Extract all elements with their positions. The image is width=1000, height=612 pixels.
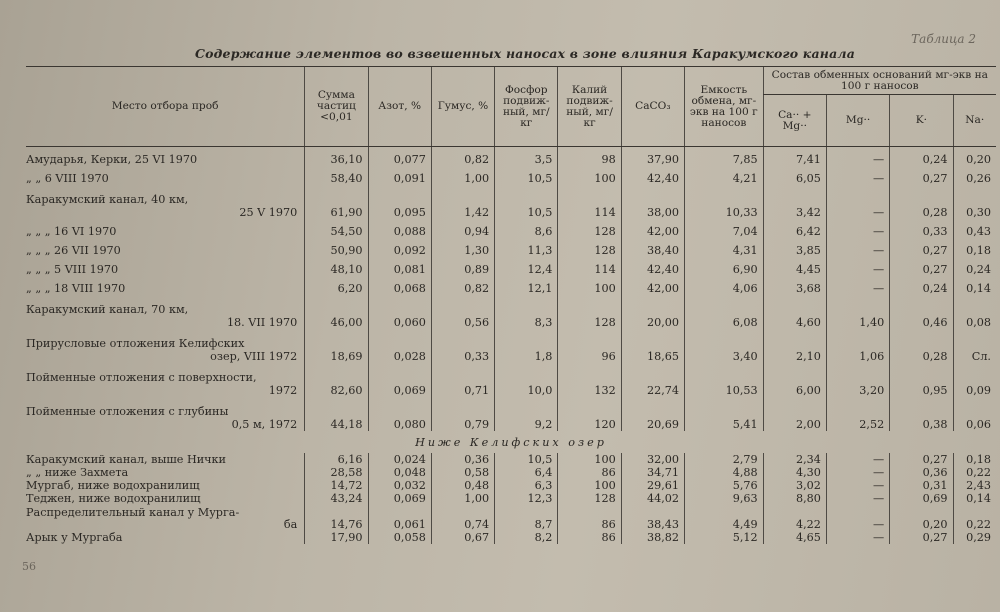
cell-mg: — xyxy=(826,276,889,295)
cell-ca-mg: 3,42 xyxy=(763,185,826,219)
place-line-1: „ „ 6 VIII 1970 xyxy=(26,172,109,185)
cell-capacity: 2,79 xyxy=(685,453,764,466)
cell-capacity: 7,04 xyxy=(685,219,764,238)
section-row xyxy=(26,431,996,453)
table-row xyxy=(26,219,996,238)
cell-mg: — xyxy=(826,466,889,479)
cell-potassium: 128 xyxy=(558,492,621,505)
place-line-1: Каракумский канал, выше Нички xyxy=(26,453,227,466)
cell-ca-mg: 4,45 xyxy=(763,257,826,276)
cell-k: 0,27 xyxy=(890,257,953,276)
table-row xyxy=(26,453,996,466)
cell-nitrogen: 0,080 xyxy=(368,397,431,431)
cell-mg: — xyxy=(826,257,889,276)
cell-sum: 46,00 xyxy=(305,295,368,329)
place-line-2: озер, VIII 1972 xyxy=(210,350,298,363)
header-bases-group: Состав обменных оснований мг-экв на 100 г наносов xyxy=(763,67,996,95)
cell-na: 2,43 xyxy=(953,479,996,492)
table-title: Содержание элементов во взвешенных наносах в зоне влияния Каракумского канала xyxy=(194,46,856,61)
cell-ca-mg: 3,68 xyxy=(763,276,826,295)
cell-ca-mg: 7,41 xyxy=(763,147,826,167)
data-table xyxy=(26,66,996,544)
cell-caco3: 18,65 xyxy=(621,329,684,363)
cell-humus: 1,30 xyxy=(431,238,494,257)
place-line-1: „ „ ниже Захмета xyxy=(26,466,129,479)
cell-mg: 2,52 xyxy=(826,397,889,431)
table-row xyxy=(26,397,996,431)
cell-humus: 0,94 xyxy=(431,219,494,238)
table-row xyxy=(26,505,996,531)
table-header xyxy=(26,67,996,147)
cell-phosphorus: 10,0 xyxy=(495,363,558,397)
place-line-1: Амударья, Керки, 25 VI 1970 xyxy=(26,153,198,166)
cell-caco3: 38,40 xyxy=(621,238,684,257)
cell-na: 0,08 xyxy=(953,295,996,329)
cell-ca-mg: 4,65 xyxy=(763,531,826,544)
cell-mg: — xyxy=(826,505,889,531)
place-line-1: Прирусловые отложения Келифских xyxy=(26,337,245,350)
cell-humus: 0,48 xyxy=(431,479,494,492)
cell-humus: 0,67 xyxy=(431,531,494,544)
cell-ca-mg: 3,02 xyxy=(763,479,826,492)
cell-humus: 0,74 xyxy=(431,505,494,531)
header-place: Место отбора проб xyxy=(26,67,305,147)
cell-capacity: 7,85 xyxy=(685,147,764,167)
header-capacity: Емкость обмена, мг-экв на 100 г наносов xyxy=(685,67,764,147)
cell-mg: — xyxy=(826,166,889,185)
cell-ca-mg: 8,80 xyxy=(763,492,826,505)
cell-phosphorus: 9,2 xyxy=(495,397,558,431)
row-place xyxy=(26,492,305,505)
table-row xyxy=(26,295,996,329)
cell-nitrogen: 0,024 xyxy=(368,453,431,466)
row-place xyxy=(26,238,305,257)
cell-capacity: 5,76 xyxy=(685,479,764,492)
cell-nitrogen: 0,058 xyxy=(368,531,431,544)
cell-mg: 1,06 xyxy=(826,329,889,363)
place-line-2: 25 V 1970 xyxy=(239,206,298,219)
cell-mg: — xyxy=(826,219,889,238)
cell-potassium: 96 xyxy=(558,329,621,363)
cell-potassium: 100 xyxy=(558,276,621,295)
cell-humus: 1,42 xyxy=(431,185,494,219)
cell-caco3: 42,00 xyxy=(621,276,684,295)
row-place xyxy=(26,257,305,276)
place-line-1: „ „ „ 5 VIII 1970 xyxy=(26,263,119,276)
cell-k: 0,95 xyxy=(890,363,953,397)
cell-capacity: 4,49 xyxy=(685,505,764,531)
section-heading: Ниже Келифских озер xyxy=(415,435,607,449)
row-place xyxy=(26,363,305,397)
cell-capacity: 5,12 xyxy=(685,531,764,544)
cell-mg: — xyxy=(826,531,889,544)
cell-potassium: 100 xyxy=(558,166,621,185)
cell-nitrogen: 0,069 xyxy=(368,363,431,397)
place-line-1: Мургаб, ниже водохранилищ xyxy=(26,479,200,492)
row-place xyxy=(26,166,305,185)
cell-humus: 1,00 xyxy=(431,166,494,185)
cell-caco3: 34,71 xyxy=(621,466,684,479)
cell-ca-mg: 6,05 xyxy=(763,166,826,185)
header-nitrogen: Азот, % xyxy=(368,67,431,147)
cell-sum: 50,90 xyxy=(305,238,368,257)
cell-caco3: 42,40 xyxy=(621,166,684,185)
cell-phosphorus: 10,5 xyxy=(495,453,558,466)
cell-caco3: 37,90 xyxy=(621,147,684,167)
cell-potassium: 86 xyxy=(558,531,621,544)
cell-k: 0,24 xyxy=(890,147,953,167)
cell-capacity: 9,63 xyxy=(685,492,764,505)
cell-ca-mg: 2,00 xyxy=(763,397,826,431)
cell-phosphorus: 8,6 xyxy=(495,219,558,238)
cell-caco3: 44,02 xyxy=(621,492,684,505)
table-row xyxy=(26,166,996,185)
cell-caco3: 29,61 xyxy=(621,479,684,492)
cell-potassium: 98 xyxy=(558,147,621,167)
table-row xyxy=(26,329,996,363)
cell-nitrogen: 0,069 xyxy=(368,492,431,505)
cell-na: 0,29 xyxy=(953,531,996,544)
cell-phosphorus: 12,1 xyxy=(495,276,558,295)
cell-nitrogen: 0,032 xyxy=(368,479,431,492)
header-humus: Гумус, % xyxy=(431,67,494,147)
cell-capacity: 6,90 xyxy=(685,257,764,276)
cell-capacity: 4,06 xyxy=(685,276,764,295)
cell-humus: 0,36 xyxy=(431,453,494,466)
cell-nitrogen: 0,048 xyxy=(368,466,431,479)
cell-sum: 43,24 xyxy=(305,492,368,505)
cell-nitrogen: 0,028 xyxy=(368,329,431,363)
cell-potassium: 120 xyxy=(558,397,621,431)
cell-mg: — xyxy=(826,238,889,257)
cell-humus: 0,58 xyxy=(431,466,494,479)
cell-sum: 44,18 xyxy=(305,397,368,431)
cell-ca-mg: 4,60 xyxy=(763,295,826,329)
cell-na: 0,09 xyxy=(953,363,996,397)
row-place xyxy=(26,479,305,492)
row-place xyxy=(26,453,305,466)
cell-phosphorus: 3,5 xyxy=(495,147,558,167)
cell-k: 0,46 xyxy=(890,295,953,329)
cell-sum: 28,58 xyxy=(305,466,368,479)
cell-nitrogen: 0,095 xyxy=(368,185,431,219)
cell-humus: 0,33 xyxy=(431,329,494,363)
cell-caco3: 20,00 xyxy=(621,295,684,329)
cell-mg: — xyxy=(826,453,889,466)
cell-nitrogen: 0,060 xyxy=(368,295,431,329)
cell-humus: 0,56 xyxy=(431,295,494,329)
cell-k: 0,24 xyxy=(890,276,953,295)
cell-k: 0,28 xyxy=(890,329,953,363)
table-row xyxy=(26,479,996,492)
cell-phosphorus: 8,7 xyxy=(495,505,558,531)
cell-ca-mg: 4,22 xyxy=(763,505,826,531)
cell-sum: 36,10 xyxy=(305,147,368,167)
cell-phosphorus: 6,4 xyxy=(495,466,558,479)
cell-phosphorus: 8,2 xyxy=(495,531,558,544)
cell-sum: 58,40 xyxy=(305,166,368,185)
cell-ca-mg: 2,10 xyxy=(763,329,826,363)
cell-caco3: 42,00 xyxy=(621,219,684,238)
table-row xyxy=(26,363,996,397)
row-place xyxy=(26,531,305,544)
table-row xyxy=(26,147,996,167)
header-phosphorus: Фосфор подвижный, мг/кг xyxy=(495,67,558,147)
cell-sum: 48,10 xyxy=(305,257,368,276)
cell-potassium: 86 xyxy=(558,505,621,531)
cell-phosphorus: 12,4 xyxy=(495,257,558,276)
row-place xyxy=(26,466,305,479)
cell-caco3: 38,82 xyxy=(621,531,684,544)
cell-k: 0,31 xyxy=(890,479,953,492)
cell-k: 0,20 xyxy=(890,505,953,531)
header-potassium: Калий подвижный, мг/кг xyxy=(558,67,621,147)
cell-ca-mg: 2,34 xyxy=(763,453,826,466)
cell-na: 0,06 xyxy=(953,397,996,431)
place-line-2: 1972 xyxy=(268,384,298,397)
cell-potassium: 128 xyxy=(558,219,621,238)
cell-sum: 6,20 xyxy=(305,276,368,295)
place-line-1: Каракумский канал, 70 км, xyxy=(26,303,189,316)
cell-ca-mg: 6,42 xyxy=(763,219,826,238)
cell-k: 0,69 xyxy=(890,492,953,505)
header-na: Na· xyxy=(953,95,996,147)
cell-capacity: 5,41 xyxy=(685,397,764,431)
cell-capacity: 4,31 xyxy=(685,238,764,257)
place-line-2: ба xyxy=(283,518,298,531)
cell-potassium: 128 xyxy=(558,295,621,329)
cell-phosphorus: 10,5 xyxy=(495,166,558,185)
cell-phosphorus: 12,3 xyxy=(495,492,558,505)
place-line-1: Арык у Мургаба xyxy=(26,531,123,544)
cell-capacity: 4,21 xyxy=(685,166,764,185)
cell-na: 0,26 xyxy=(953,166,996,185)
cell-potassium: 100 xyxy=(558,479,621,492)
row-place xyxy=(26,185,305,219)
table-number: Таблица 2 xyxy=(911,32,976,46)
table-row xyxy=(26,276,996,295)
cell-caco3: 22,74 xyxy=(621,363,684,397)
cell-na: 0,18 xyxy=(953,453,996,466)
cell-nitrogen: 0,068 xyxy=(368,276,431,295)
place-line-1: Пойменные отложения с поверхности, xyxy=(26,371,257,384)
cell-k: 0,27 xyxy=(890,531,953,544)
cell-k: 0,28 xyxy=(890,185,953,219)
cell-na: 0,14 xyxy=(953,492,996,505)
cell-phosphorus: 11,3 xyxy=(495,238,558,257)
cell-mg: 1,40 xyxy=(826,295,889,329)
row-place xyxy=(26,397,305,431)
place-line-2: 18. VII 1970 xyxy=(226,316,298,329)
cell-capacity: 3,40 xyxy=(685,329,764,363)
cell-sum: 17,90 xyxy=(305,531,368,544)
header-ca-mg: Ca·· + Mg·· xyxy=(763,95,826,147)
table-body xyxy=(26,147,996,545)
table-row xyxy=(26,492,996,505)
cell-caco3: 38,43 xyxy=(621,505,684,531)
row-place xyxy=(26,505,305,531)
cell-nitrogen: 0,092 xyxy=(368,238,431,257)
cell-phosphorus: 10,5 xyxy=(495,185,558,219)
cell-na: 0,14 xyxy=(953,276,996,295)
cell-potassium: 128 xyxy=(558,238,621,257)
cell-potassium: 86 xyxy=(558,466,621,479)
table-row xyxy=(26,531,996,544)
cell-ca-mg: 4,30 xyxy=(763,466,826,479)
cell-humus: 1,00 xyxy=(431,492,494,505)
cell-na: 0,22 xyxy=(953,505,996,531)
cell-caco3: 38,00 xyxy=(621,185,684,219)
cell-na: 0,43 xyxy=(953,219,996,238)
cell-na: 0,24 xyxy=(953,257,996,276)
cell-mg: — xyxy=(826,479,889,492)
header-k: K· xyxy=(890,95,953,147)
cell-ca-mg: 3,85 xyxy=(763,238,826,257)
cell-humus: 0,82 xyxy=(431,147,494,167)
cell-potassium: 114 xyxy=(558,257,621,276)
table-row xyxy=(26,185,996,219)
cell-humus: 0,71 xyxy=(431,363,494,397)
cell-na: Сл. xyxy=(953,329,996,363)
cell-k: 0,33 xyxy=(890,219,953,238)
cell-sum: 54,50 xyxy=(305,219,368,238)
header-caco3: CaCO₃ xyxy=(621,67,684,147)
cell-capacity: 10,53 xyxy=(685,363,764,397)
cell-potassium: 114 xyxy=(558,185,621,219)
cell-ca-mg: 6,00 xyxy=(763,363,826,397)
header-sum: Сумма частиц <0,01 xyxy=(305,67,368,147)
cell-sum: 18,69 xyxy=(305,329,368,363)
place-line-2: 0,5 м, 1972 xyxy=(231,418,298,431)
cell-mg: — xyxy=(826,492,889,505)
row-place xyxy=(26,276,305,295)
cell-humus: 0,89 xyxy=(431,257,494,276)
cell-nitrogen: 0,061 xyxy=(368,505,431,531)
place-line-1: Теджен, ниже водохранилищ xyxy=(26,492,201,505)
cell-k: 0,36 xyxy=(890,466,953,479)
cell-capacity: 6,08 xyxy=(685,295,764,329)
cell-capacity: 4,88 xyxy=(685,466,764,479)
cell-capacity: 10,33 xyxy=(685,185,764,219)
cell-sum: 82,60 xyxy=(305,363,368,397)
header-mg: Mg·· xyxy=(826,95,889,147)
place-line-1: Каракумский канал, 40 км, xyxy=(26,193,189,206)
cell-caco3: 20,69 xyxy=(621,397,684,431)
cell-phosphorus: 8,3 xyxy=(495,295,558,329)
table-row xyxy=(26,466,996,479)
table-row xyxy=(26,238,996,257)
place-line-1: „ „ „ 16 VI 1970 xyxy=(26,225,117,238)
place-line-1: Пойменные отложения с глубины xyxy=(26,405,229,418)
table-row xyxy=(26,257,996,276)
row-place xyxy=(26,295,305,329)
cell-humus: 0,82 xyxy=(431,276,494,295)
cell-nitrogen: 0,081 xyxy=(368,257,431,276)
cell-potassium: 100 xyxy=(558,453,621,466)
cell-humus: 0,79 xyxy=(431,397,494,431)
cell-sum: 14,76 xyxy=(305,505,368,531)
cell-na: 0,20 xyxy=(953,147,996,167)
cell-phosphorus: 1,8 xyxy=(495,329,558,363)
place-line-1: „ „ „ 18 VIII 1970 xyxy=(26,282,126,295)
place-line-1: Распределительный канал у Мурга- xyxy=(26,506,240,519)
cell-mg: — xyxy=(826,185,889,219)
cell-k: 0,27 xyxy=(890,238,953,257)
cell-sum: 14,72 xyxy=(305,479,368,492)
cell-k: 0,27 xyxy=(890,166,953,185)
row-place xyxy=(26,329,305,363)
cell-mg: — xyxy=(826,147,889,167)
cell-k: 0,27 xyxy=(890,453,953,466)
cell-nitrogen: 0,088 xyxy=(368,219,431,238)
row-place xyxy=(26,219,305,238)
cell-nitrogen: 0,091 xyxy=(368,166,431,185)
page-number: 56 xyxy=(22,560,36,573)
cell-sum: 6,16 xyxy=(305,453,368,466)
cell-sum: 61,90 xyxy=(305,185,368,219)
cell-phosphorus: 6,3 xyxy=(495,479,558,492)
cell-mg: 3,20 xyxy=(826,363,889,397)
cell-k: 0,38 xyxy=(890,397,953,431)
cell-caco3: 32,00 xyxy=(621,453,684,466)
cell-na: 0,18 xyxy=(953,238,996,257)
row-place xyxy=(26,147,305,167)
cell-na: 0,22 xyxy=(953,466,996,479)
cell-caco3: 42,40 xyxy=(621,257,684,276)
cell-nitrogen: 0,077 xyxy=(368,147,431,167)
place-line-1: „ „ „ 26 VII 1970 xyxy=(26,244,121,257)
cell-na: 0,30 xyxy=(953,185,996,219)
cell-potassium: 132 xyxy=(558,363,621,397)
